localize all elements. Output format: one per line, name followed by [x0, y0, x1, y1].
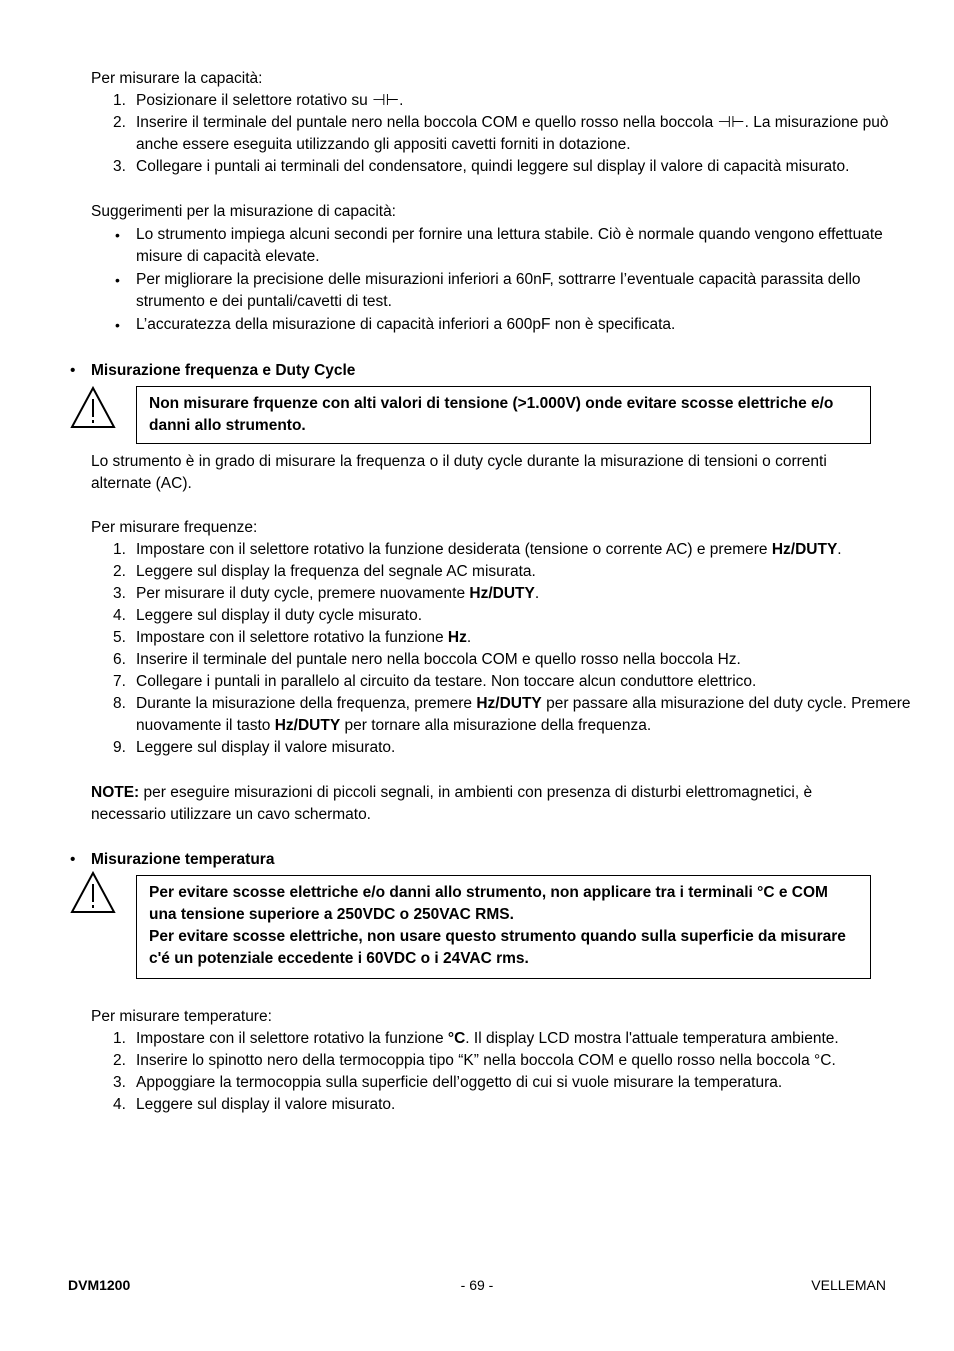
bullet-icon: •	[115, 317, 120, 333]
footer-brand: VELLEMAN	[811, 1277, 886, 1293]
bullet-icon: •	[70, 362, 76, 379]
capacitor-icon: ⊣⊢	[717, 114, 745, 131]
temperature-warning: Per evitare scosse elettriche e/o danni allo strumento, non applicare tra i terminali °C e COM una tensione superiore a 250VDC o 250VAC RMS. Per evitare scosse elettriche, non usare questo strumento quando sulla superficie da misurare c'é un potenziale eccedente i 60VDC o i 24VAC rms.	[136, 875, 871, 979]
frequency-warning: Non misurare frquenze con alti valori di tensione (>1.000V) onde evitare scosse elettriche e/o danni allo strumento.	[136, 386, 871, 444]
bullet-icon: •	[115, 227, 120, 243]
list-item: 3. Collegare i puntali ai terminali del condensatore, quindi leggere sul display il valore di capacità misurato.	[113, 158, 850, 175]
capacity-tips-title: Suggerimenti per la misurazione di capacità:	[91, 203, 396, 220]
list-item: 2. Inserire il terminale del puntale nero nella boccola COM e quello rosso nella boccola ⊣⊢. La misurazione può anche essere eseguita utilizzando gli appositi cavetti forniti in dotazione.	[113, 114, 889, 153]
capacity-intro: Per misurare la capacità:	[91, 70, 263, 87]
list-item: 1. Posizionare il selettore rotativo su ⊣⊢.	[113, 92, 404, 109]
list-item: 9. Leggere sul display il valore misurato.	[113, 739, 396, 756]
list-item: 7. Collegare i puntali in parallelo al circuito da testare. Non toccare alcun conduttore elettrico.	[113, 673, 757, 690]
bullet-icon: •	[115, 272, 120, 288]
frequency-steps	[91, 539, 916, 759]
capacity-tips	[91, 224, 916, 336]
footer-model: DVM1200	[68, 1277, 131, 1293]
bullet-icon: •	[70, 851, 76, 868]
temperature-intro: Per misurare temperature:	[91, 1008, 272, 1025]
list-item: 4. Leggere sul display il valore misurato.	[113, 1096, 396, 1113]
list-item: • Per migliorare la precisione delle misurazioni inferiori a 60nF, sottrarre l’eventuale capacità parassita dello strumento e dei puntali/cavetti di test.	[115, 271, 861, 310]
list-item: 4. Leggere sul display il duty cycle misurato.	[113, 607, 423, 624]
list-item: 2. Leggere sul display la frequenza del segnale AC misurata.	[113, 563, 536, 580]
list-item: • L’accuratezza della misurazione di capacità inferiori a 600pF non è specificata.	[91, 314, 916, 336]
list-item: 6. Inserire il terminale del puntale nero nella boccola COM e quello rosso nella boccola Hz.	[113, 651, 741, 668]
capacity-steps	[91, 90, 916, 178]
list-item: • Lo strumento impiega alcuni secondi per fornire una lettura stabile. Ciò è normale quando vengono effettuate misure di capacità elevate.	[115, 226, 883, 265]
list-item: 3. Per misurare il duty cycle, premere nuovamente Hz/DUTY.	[113, 585, 540, 602]
list-item: 2. Inserire lo spinotto nero della termocoppia tipo “K” nella boccola COM e quello rosso nella boccola °C.	[113, 1052, 836, 1069]
footer-page-number: - 69 -	[460, 1277, 494, 1293]
capacitor-icon: ⊣⊢	[372, 92, 400, 109]
list-item: 5. Impostare con il selettore rotativo la funzione Hz.	[113, 629, 472, 646]
frequency-intro: Per misurare frequenze:	[91, 519, 258, 536]
frequency-description: Lo strumento è in grado di misurare la frequenza o il duty cycle durante la misurazione di tensioni o correnti alternate (AC).	[91, 453, 827, 492]
list-item: 8. Durante la misurazione della frequenza, premere Hz/DUTY per passare alla misurazione del duty cycle. Premere nuovamente il tasto Hz/DUTY per tornare alla misurazione della frequenza.	[113, 695, 911, 734]
warning-triangle-icon	[70, 386, 116, 430]
warning-triangle-icon	[70, 871, 116, 915]
list-item: 1. Impostare con il selettore rotativo la funzione °C. Il display LCD mostra l'attuale temperatura ambiente.	[113, 1030, 839, 1047]
list-item: 1. Impostare con il selettore rotativo la funzione desiderata (tensione o corrente AC) e premere Hz/DUTY.	[113, 541, 842, 558]
temperature-steps	[91, 1028, 916, 1116]
frequency-note: NOTE: per eseguire misurazioni di piccoli segnali, in ambienti con presenza di disturbi elettromagnetici, è necessario utilizzare un cavo schermato.	[91, 784, 813, 823]
list-item: 3. Appoggiare la termocoppia sulla superficie dell’oggetto di cui si vuole misurare la temperatura.	[113, 1074, 783, 1091]
